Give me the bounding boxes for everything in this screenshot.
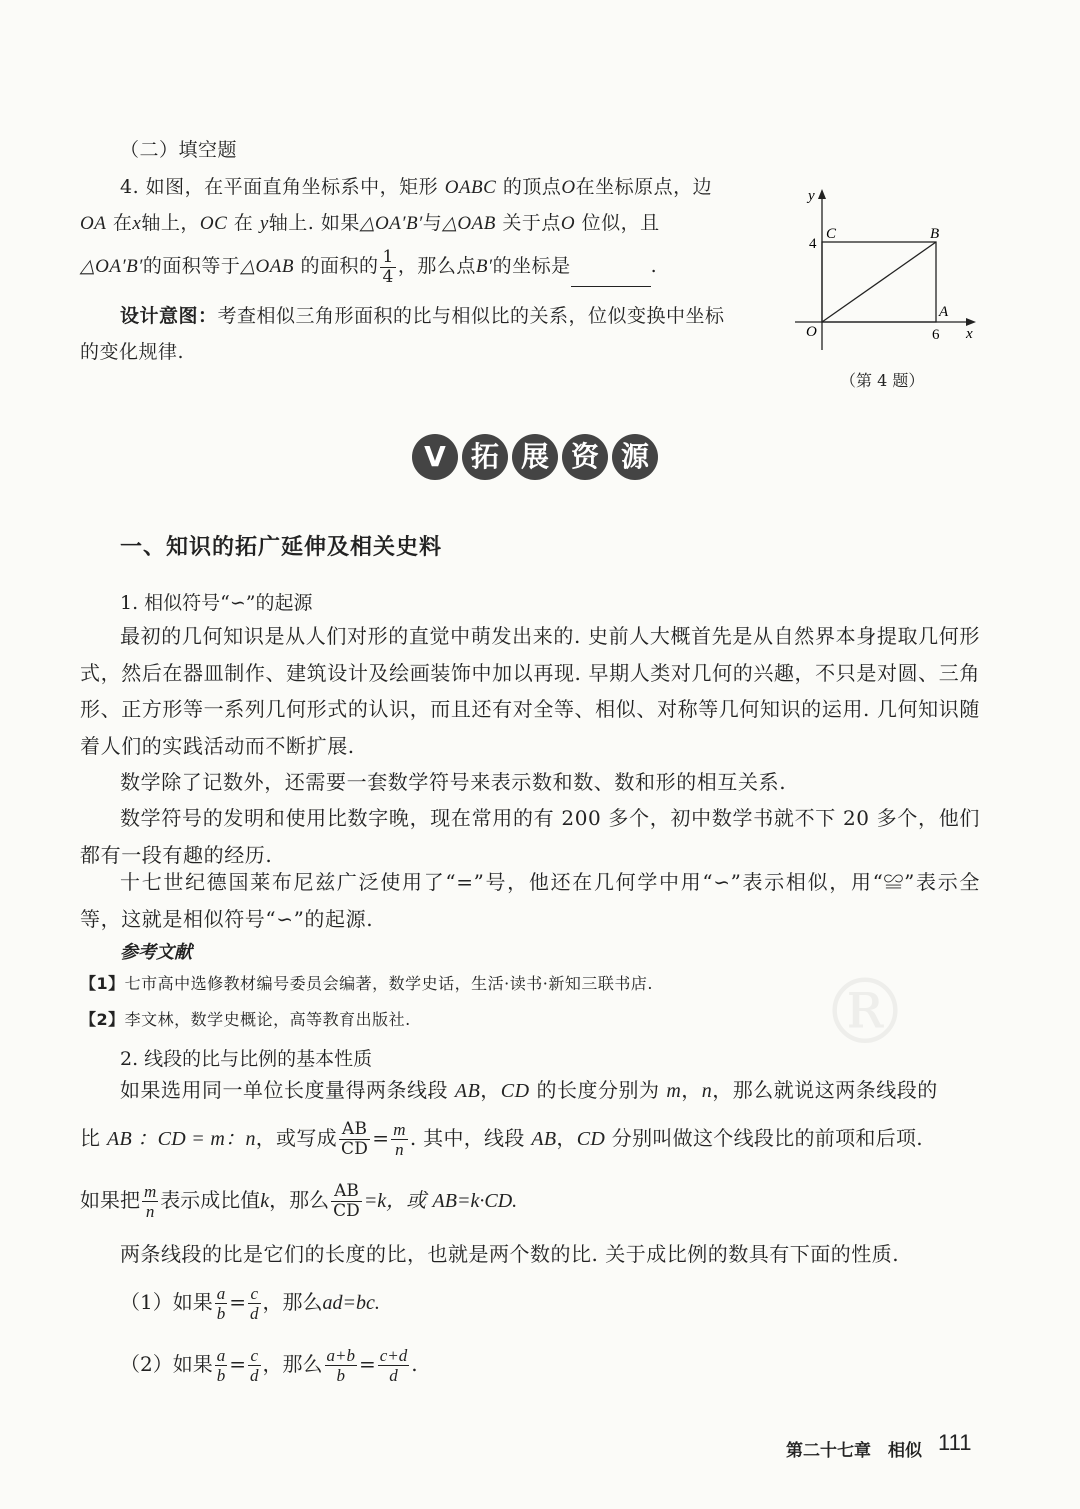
paragraph-6 [80,1118,923,1159]
paragraph-5 [120,1072,938,1109]
reference-tag: 【2】 [80,1010,125,1029]
math: △OAB [240,256,294,277]
text: 分别叫做这个线段比的前项和后项. [611,1126,923,1150]
design-intent-text: 考查相似三角形面积的比与相似比的关系，位似变换中坐标 [217,305,725,327]
answer-blank[interactable] [571,266,651,287]
fraction: $\frac{a+b}{b}$ [326,1346,355,1385]
text: （2） [120,1352,173,1376]
reference-1 [80,973,653,995]
reference-text: 李文林，数学史概论，高等教育出版社. [124,1010,411,1029]
text: 位似，且 [581,212,660,234]
y-tick-4: 4 [809,236,817,252]
page-number: 111 [938,1430,972,1455]
q4-line3 [80,246,780,287]
reference-text: 七市高中选修教材编号委员会编著，数学史话，生活·读书·新知三联书店. [124,974,653,993]
text: 轴上， [141,212,200,234]
text: 表示成比值 [160,1188,261,1212]
math: CD [576,1128,606,1150]
q4-line1 [120,167,780,208]
text: ，那么 [269,1188,330,1212]
y-axis-arrow [818,189,826,199]
math: △OAB [442,213,496,234]
text: ， [556,1126,577,1150]
references-title: 参考文献 [120,942,192,963]
text: . [411,1352,418,1376]
math: AB ：CD = m：n [106,1128,256,1150]
math: x [132,213,142,234]
math: B′ [475,256,493,277]
reference-tag: 【1】 [80,974,125,993]
math: △OA′B′ [80,256,143,277]
text: 的长度分别为 [536,1078,660,1102]
property-2 [120,1344,418,1385]
paragraph-8: 两条线段的比是它们的长度的比，也就是两个数的比. 关于成比例的数具有下面的性质. [120,1242,900,1266]
text: ，或写成 [255,1126,337,1150]
banner-char-1: 拓 [462,434,508,480]
property-1 [120,1282,380,1323]
fraction: $\frac{c}{d}$ [250,1346,259,1385]
fraction: $\frac{c}{d}$ [250,1284,259,1323]
x-axis-label: x [966,326,973,342]
paragraph-7 [80,1180,517,1221]
text: 与 [422,212,443,234]
paragraph-3: 数学符号的发明和使用比数字晚，现在常用的有 200 多个，初中数学书就不下 20 多个，他们都有一段有趣的经历. [80,806,980,867]
paragraph-2: 数学除了记数外，还需要一套数学符号来表示数和数、数和形的相互关系. [120,770,787,794]
banner-char-4: 源 [612,434,658,480]
math: =k，或 [363,1190,427,1212]
math: OC [199,213,228,234]
watermark: ® [820,960,910,1065]
math: △OA′B′ [359,213,423,234]
text: 的顶点 [502,176,562,198]
fraction: $\frac{m}{n}$ [144,1182,157,1221]
text: = [229,1352,246,1376]
text: 的面积等于 [142,255,241,277]
fraction: $\frac{c+d}{d}$ [379,1346,408,1385]
text: ， [480,1078,501,1102]
fraction: $\frac{1}{4}$ [382,246,394,287]
math: AB [531,1128,557,1150]
math: n [701,1080,713,1102]
subsection-2-title: 2. 线段的比与比例的基本性质 [120,1048,373,1070]
text: ，那么就说这两条线段的 [712,1078,938,1102]
text: 4. 如图，在平面直角坐标系中，矩形 [120,176,439,198]
text: 关于点 [502,212,561,234]
text: . [650,255,658,277]
text: 比 [80,1126,101,1150]
text: （1） [120,1290,173,1314]
math: AB [454,1080,481,1102]
banner-roman-numeral: V [412,434,458,480]
math: O [560,213,576,234]
text: 的坐标是 [492,255,571,277]
math: ad=bc. [322,1292,380,1314]
text: ，那么点 [397,255,476,277]
point-b-label: B [930,226,940,242]
design-intent-label: 设计意图： [120,305,218,327]
text: . 其中，线段 [409,1126,525,1150]
text: ，那么 [262,1352,323,1376]
reference-2 [80,1009,411,1031]
text: = [358,1352,376,1376]
section-heading: 一、知识的拓广延伸及相关史料 [120,535,443,560]
text: 的面积的 [300,255,379,277]
math: y [259,213,269,234]
math: CD [500,1080,530,1102]
point-a-label: A [939,304,949,320]
math: OA [80,213,107,234]
text: 在坐标原点，边 [575,176,713,198]
math: k [260,1190,270,1212]
fraction: $\frac{AB}{CD}$ [340,1119,369,1159]
fraction: $\frac{a}{b}$ [216,1346,226,1385]
text: = [372,1126,390,1150]
footer-chapter: 第二十七章 相似 [786,1441,922,1461]
figure-caption: （第 4 题） [840,371,925,390]
point-c-label: C [826,226,837,242]
diagonal-ob [822,242,936,322]
section-heading-fill: （二）填空题 [120,139,238,161]
coordinate-figure [790,180,990,360]
text: 如果把 [80,1188,140,1212]
text: 在 [112,212,133,234]
text: 如果 [172,1290,213,1314]
origin-label: O [806,324,817,340]
fraction: $\frac{a}{b}$ [216,1284,226,1323]
math: m [666,1080,682,1102]
y-axis-label: y [808,188,815,204]
paragraph-1: 最初的几何知识是从人们对形的直觉中萌发出来的. 史前人大概首先是从自然界本身提取几何形式，然后在器皿制作、建筑设计及绘画装饰中加以再现. 早期人类对几何的兴趣，不只是对圆、三角形、正方形等一系列几何形式的认识，而且还有对全等、相似、对称等几何知识的运用. 几何知识随着人们的实践活动而不断扩展. [80,624,980,758]
banner-char-3: 资 [562,434,608,480]
q4-line2 [80,203,780,244]
text: 如果 [172,1352,213,1376]
text: 如果选用同一单位长度量得两条线段 [120,1078,448,1102]
math: AB=k·CD. [432,1190,518,1212]
math: OABC [444,177,497,198]
text: 在 [233,212,254,234]
text: ，那么 [262,1290,323,1314]
design-intent-line1 [120,296,725,336]
banner-char-2: 展 [512,434,558,480]
fraction: $\frac{AB}{CD}$ [333,1181,360,1221]
x-tick-6: 6 [932,327,940,343]
text: 轴上. 如果 [268,212,360,234]
text: ， [681,1078,702,1102]
paragraph-4: 十七世纪德国莱布尼兹广泛使用了“=”号，他还在几何学中用“∽”表示相似，用“≌”表示全等，这就是相似符号“∽”的起源. [80,870,980,931]
math: O [561,177,576,198]
subsection-1-title: 1. 相似符号“∽”的起源 [120,592,313,614]
x-axis-arrow [966,318,976,326]
fraction: $\frac{m}{n}$ [393,1120,406,1159]
text: = [229,1290,246,1314]
design-intent-line2: 的变化规律. [80,341,185,363]
